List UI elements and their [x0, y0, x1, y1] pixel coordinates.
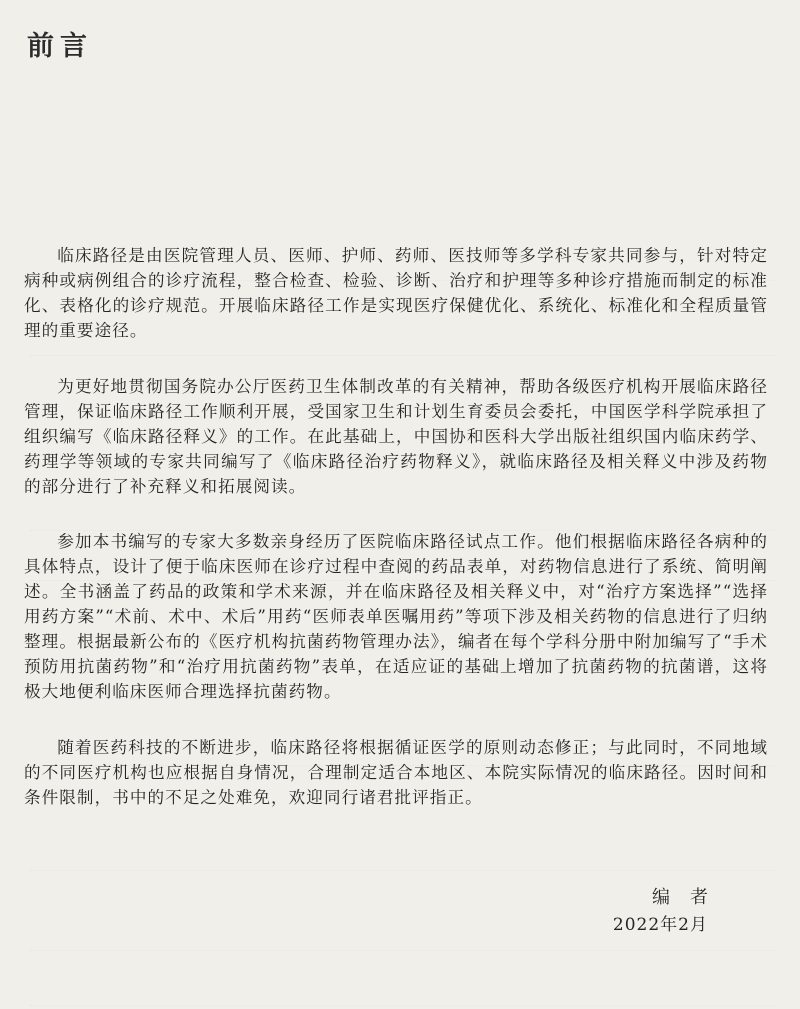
- preface-body: [24, 243, 768, 840]
- paragraph-4: 随着医药科技的不断进步，临床路径将根据循证医学的原则动态修正；与此同时，不同地域的不同医疗机构也应根据自身情况，合理制定适合本地区、本院实际情况的临床路径。因时间和条件限制，书中的不足之处难免，欢迎同行诸君批评指正。: [24, 737, 768, 807]
- bleed-through-line: [30, 985, 778, 1006]
- signature-date: 2022年2月: [612, 915, 708, 935]
- paragraph-2: 为更好地贯彻国务院办公厅医药卫生体制改革的有关精神，帮助各级医疗机构开展临床路径管理，保证临床路径工作顺利开展，受国家卫生和计划生育委员会委托，中国医学科学院承担了组织编写《临床路径释义》的工作。在此基础上，中国协和医科大学出版社组织国内临床药学、药理学等领域的专家共同编写了《临床路径治疗药物释义》，就临床路径及相关释义中涉及药物的部分进行了补充释义和拓展阅读。: [24, 376, 768, 496]
- signature-block: [612, 885, 728, 938]
- bleed-through-line: [30, 850, 778, 871]
- paragraph-1: 临床路径是由医院管理人员、医师、护师、药师、医技师等多学科专家共同参与，针对特定病种或病例组合的诊疗流程，整合检查、检验、诊断、治疗和护理等多种诊疗措施而制定的标准化、表格化的诊疗规范。开展临床路径工作是实现医疗保健优化、系统化、标准化和全程质量管理的重要途径。: [24, 246, 768, 340]
- page-title: 前言: [27, 31, 93, 62]
- paragraph-3: 参加本书编写的专家大多数亲身经历了医院临床路径试点工作。他们根据临床路径各病种的具体特点，设计了便于临床医师在诊疗过程中查阅的药品表单，对药物信息进行了系统、简明阐述。全书涵盖了药品的政策和学术来源，并在临床路径及相关释义中，对“治疗方案选择”“选择用药方案”“术前、术中、术后”用药“医师表单医嘱用药”等项下涉及相关药物的信息进行了归纳整理。根据最新公布的《医疗机构抗菌药物管理办法》，编者在每个学科分册中附加编写了“手术预防用抗菌药物”和“治疗用抗菌药物”表单，在适应证的基础上增加了抗菌药物的抗菌谱，这将极大地便利临床医师合理选择抗菌药物。: [24, 532, 768, 701]
- author-signature: 编者: [652, 887, 728, 908]
